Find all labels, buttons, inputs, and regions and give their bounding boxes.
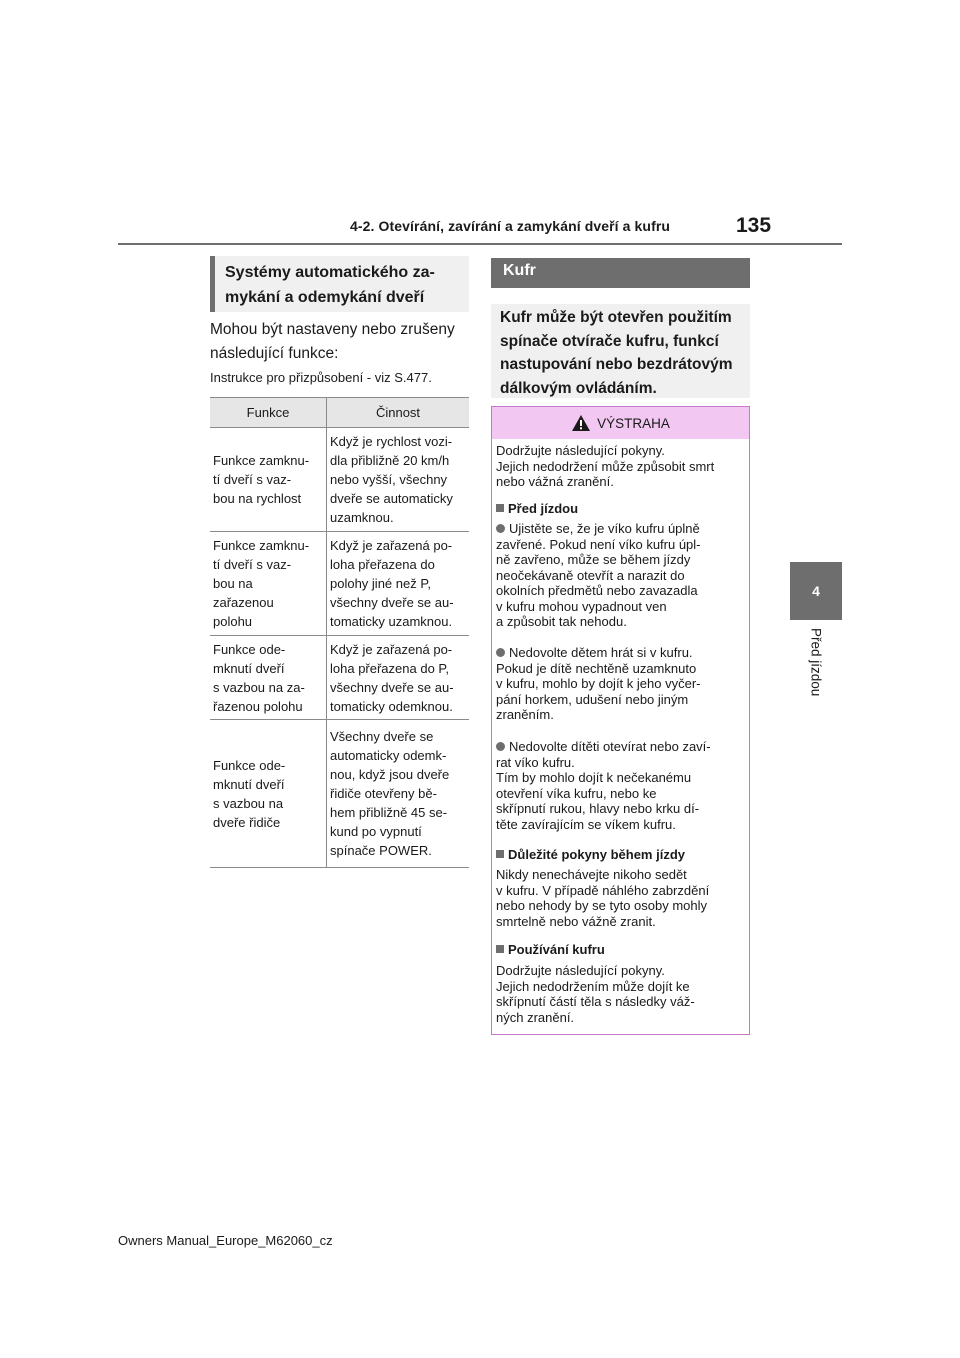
cell-line: nebo vyšší, všechny — [330, 472, 448, 487]
cell-line: bou na — [213, 576, 253, 591]
warning-box — [491, 406, 750, 1035]
cell-function — [210, 636, 327, 720]
text-line: zavřené. Pokud není víko kufru úpl- — [496, 536, 701, 552]
warning-bullet — [496, 645, 758, 723]
text-line: těte zavírajícím se víkem kufru. — [496, 816, 676, 832]
cell-line: řidiče otevřeny bě- — [330, 786, 437, 801]
cell-line: všechny dveře se au- — [330, 679, 454, 695]
text-line: Jejich nedodržení může způsobit smrt — [496, 458, 715, 474]
text-line: nebo vážná zranění. — [496, 474, 614, 489]
text-line: v kufru. V případě náhlého zabrzdění — [496, 882, 710, 898]
intro-line: spínače otvírače kufru, funkcí — [500, 332, 719, 350]
text-line: Nedovolte dětem hrát si v kufru. — [509, 645, 693, 660]
cell-function — [210, 720, 327, 868]
col-header-function: Funkce — [210, 398, 327, 428]
warning-section-title — [496, 501, 744, 517]
text-line: Dodržujte následující pokyny. — [496, 963, 665, 978]
warning-section-title — [496, 942, 744, 958]
warning-general — [496, 443, 744, 490]
table-row — [210, 428, 469, 532]
text-line: a způsobit tak nehodu. — [496, 614, 627, 629]
text-line: neočekávaně otevřít a narazit do — [496, 567, 685, 583]
cell-line: Funkce ode- — [213, 757, 286, 773]
cell-line: Funkce ode- — [213, 641, 286, 657]
cell-line: tomaticky odemknou. — [330, 698, 453, 714]
square-bullet-icon — [496, 850, 504, 858]
cell-line: tomaticky uzamknou. — [330, 614, 453, 629]
cell-line: mknutí dveří — [213, 660, 285, 676]
chapter-tab: 4 — [790, 562, 842, 620]
intro-line: Mohou být nastaveny nebo zrušeny — [210, 321, 455, 338]
section-title-text: Používání kufru — [508, 942, 605, 957]
chapter-label — [790, 628, 842, 718]
cell-function — [210, 428, 327, 532]
cell-line: uzamknou. — [330, 510, 394, 525]
left-intro — [210, 318, 472, 366]
warning-title: VÝSTRAHA — [597, 415, 670, 431]
circle-bullet-icon — [496, 742, 505, 751]
text-line: zraněním. — [496, 707, 554, 722]
table-row — [210, 532, 469, 636]
text-line: pání horkem, udušení nebo jiným — [496, 691, 689, 707]
text-line: Nikdy nenechávejte nikoho sedět — [496, 867, 687, 882]
footer-manual-id: Owners Manual_Europe_M62060_cz — [118, 1233, 333, 1248]
warning-bullet — [496, 739, 758, 832]
cell-line: Když je zařazená po- — [330, 641, 453, 657]
left-heading-line: Systémy automatického za- — [225, 264, 435, 281]
right-intro — [491, 304, 750, 398]
left-heading-line: mykání a odemykání dveří — [225, 289, 425, 306]
text-line: Ujistěte se, že je víko kufru úplně — [509, 521, 700, 536]
table-header-row — [210, 398, 469, 428]
intro-line: Kufr může být otevřen použitím — [500, 309, 732, 326]
cell-line: automaticky odemk- — [330, 748, 447, 763]
text-line: nebo nehody by se tyto osoby mohly — [496, 898, 708, 913]
cell-line: tí dveří s vaz- — [213, 472, 292, 487]
left-heading — [210, 256, 469, 312]
cell-line: řazenou polohu — [213, 698, 303, 714]
text-line: v kufru, mohlo by dojít k jeho vyčer- — [496, 676, 701, 691]
cell-action — [327, 532, 470, 636]
warning-triangle-icon — [571, 414, 591, 432]
intro-line: následující funkce: — [210, 345, 339, 362]
cell-line: Když je rychlost vozi- — [330, 434, 453, 449]
intro-line: dálkovým ovládáním. — [500, 379, 657, 397]
circle-bullet-icon — [496, 648, 505, 657]
text-line: ných zranění. — [496, 1009, 575, 1025]
cell-line: kund po vypnutí — [330, 824, 422, 839]
cell-action — [327, 720, 470, 868]
warning-section-title — [496, 847, 744, 863]
cell-line: s vazbou na za- — [213, 679, 305, 695]
cell-function — [210, 532, 327, 636]
cell-line: dla přibližně 20 km/h — [330, 453, 450, 468]
right-heading: Kufr — [491, 258, 750, 288]
text-line: skřípnutí rukou, hlavy nebo krku dí- — [496, 801, 700, 816]
warning-bullet — [496, 521, 758, 630]
cell-line: polohy jiné než P, — [330, 576, 431, 591]
circle-bullet-icon — [496, 524, 505, 533]
chapter-label-text: Před jízdou — [808, 628, 824, 697]
text-line: Dodržujte následující pokyny. — [496, 443, 665, 458]
cell-line: dveře se automaticky — [330, 491, 453, 506]
cell-line: loha přeřazena do P, — [330, 660, 450, 676]
warning-header — [492, 407, 749, 439]
cell-action — [327, 636, 470, 720]
warning-paragraph — [496, 963, 744, 1025]
table-row — [210, 636, 469, 720]
text-line: v kufru mohou vypadnout ven — [496, 598, 667, 614]
cell-line: s vazbou na — [213, 795, 284, 811]
cell-line: loha přeřazena do — [330, 557, 435, 572]
cell-line: Funkce zamknu- — [213, 538, 310, 553]
col-header-action: Činnost — [327, 398, 470, 428]
text-line: smrtelně nebo vážně zranit. — [496, 913, 656, 929]
text-line: Tím by mohlo dojít k nečekanému — [496, 770, 692, 785]
text-line: ně zavřeno, může se během jízdy — [496, 552, 691, 567]
warning-paragraph — [496, 867, 744, 929]
functions-table — [210, 397, 469, 868]
cell-line: Funkce zamknu- — [213, 453, 310, 468]
cell-line: zařazenou — [213, 595, 274, 610]
intro-line: nastupování nebo bezdrátovým — [500, 356, 733, 373]
header-rule — [118, 243, 842, 245]
cell-line: mknutí dveří — [213, 776, 285, 792]
section-title: 4-2. Otevírání, zavírání a zamykání dveří a kufru — [350, 218, 671, 234]
cell-line: polohu — [213, 614, 253, 629]
square-bullet-icon — [496, 945, 504, 953]
cell-line: dveře řidiče — [213, 814, 281, 830]
cell-line: nou, když jsou dveře — [330, 767, 450, 782]
customization-note: Instrukce pro přizpůsobení - viz S.477. — [210, 370, 432, 385]
cell-line: hem přibližně 45 se- — [330, 805, 448, 820]
cell-line: bou na rychlost — [213, 491, 302, 506]
cell-line: Všechny dveře se — [330, 729, 434, 744]
page-number: 135 — [736, 214, 772, 237]
square-bullet-icon — [496, 504, 504, 512]
text-line: otevření víka kufru, nebo ke — [496, 785, 657, 801]
text-line: Pokud je dítě nechtěně uzamknuto — [496, 660, 697, 676]
text-line: rat víko kufru. — [496, 754, 575, 770]
text-line: Nedovolte dítěti otevírat nebo zaví- — [509, 739, 711, 754]
cell-line: tí dveří s vaz- — [213, 557, 292, 572]
cell-line: všechny dveře se au- — [330, 595, 454, 610]
cell-line: Když je zařazená po- — [330, 538, 453, 553]
section-title-text: Důležité pokyny během jízdy — [508, 847, 685, 862]
section-title-text: Před jízdou — [508, 501, 579, 516]
cell-action — [327, 428, 470, 532]
text-line: okolních předmětů nebo zavazadla — [496, 583, 698, 598]
table-row — [210, 720, 469, 868]
cell-line: spínače POWER. — [330, 843, 432, 858]
text-line: skřípnutí částí těla s následky váž- — [496, 994, 695, 1009]
text-line: Jejich nedodržením může dojít ke — [496, 978, 690, 994]
